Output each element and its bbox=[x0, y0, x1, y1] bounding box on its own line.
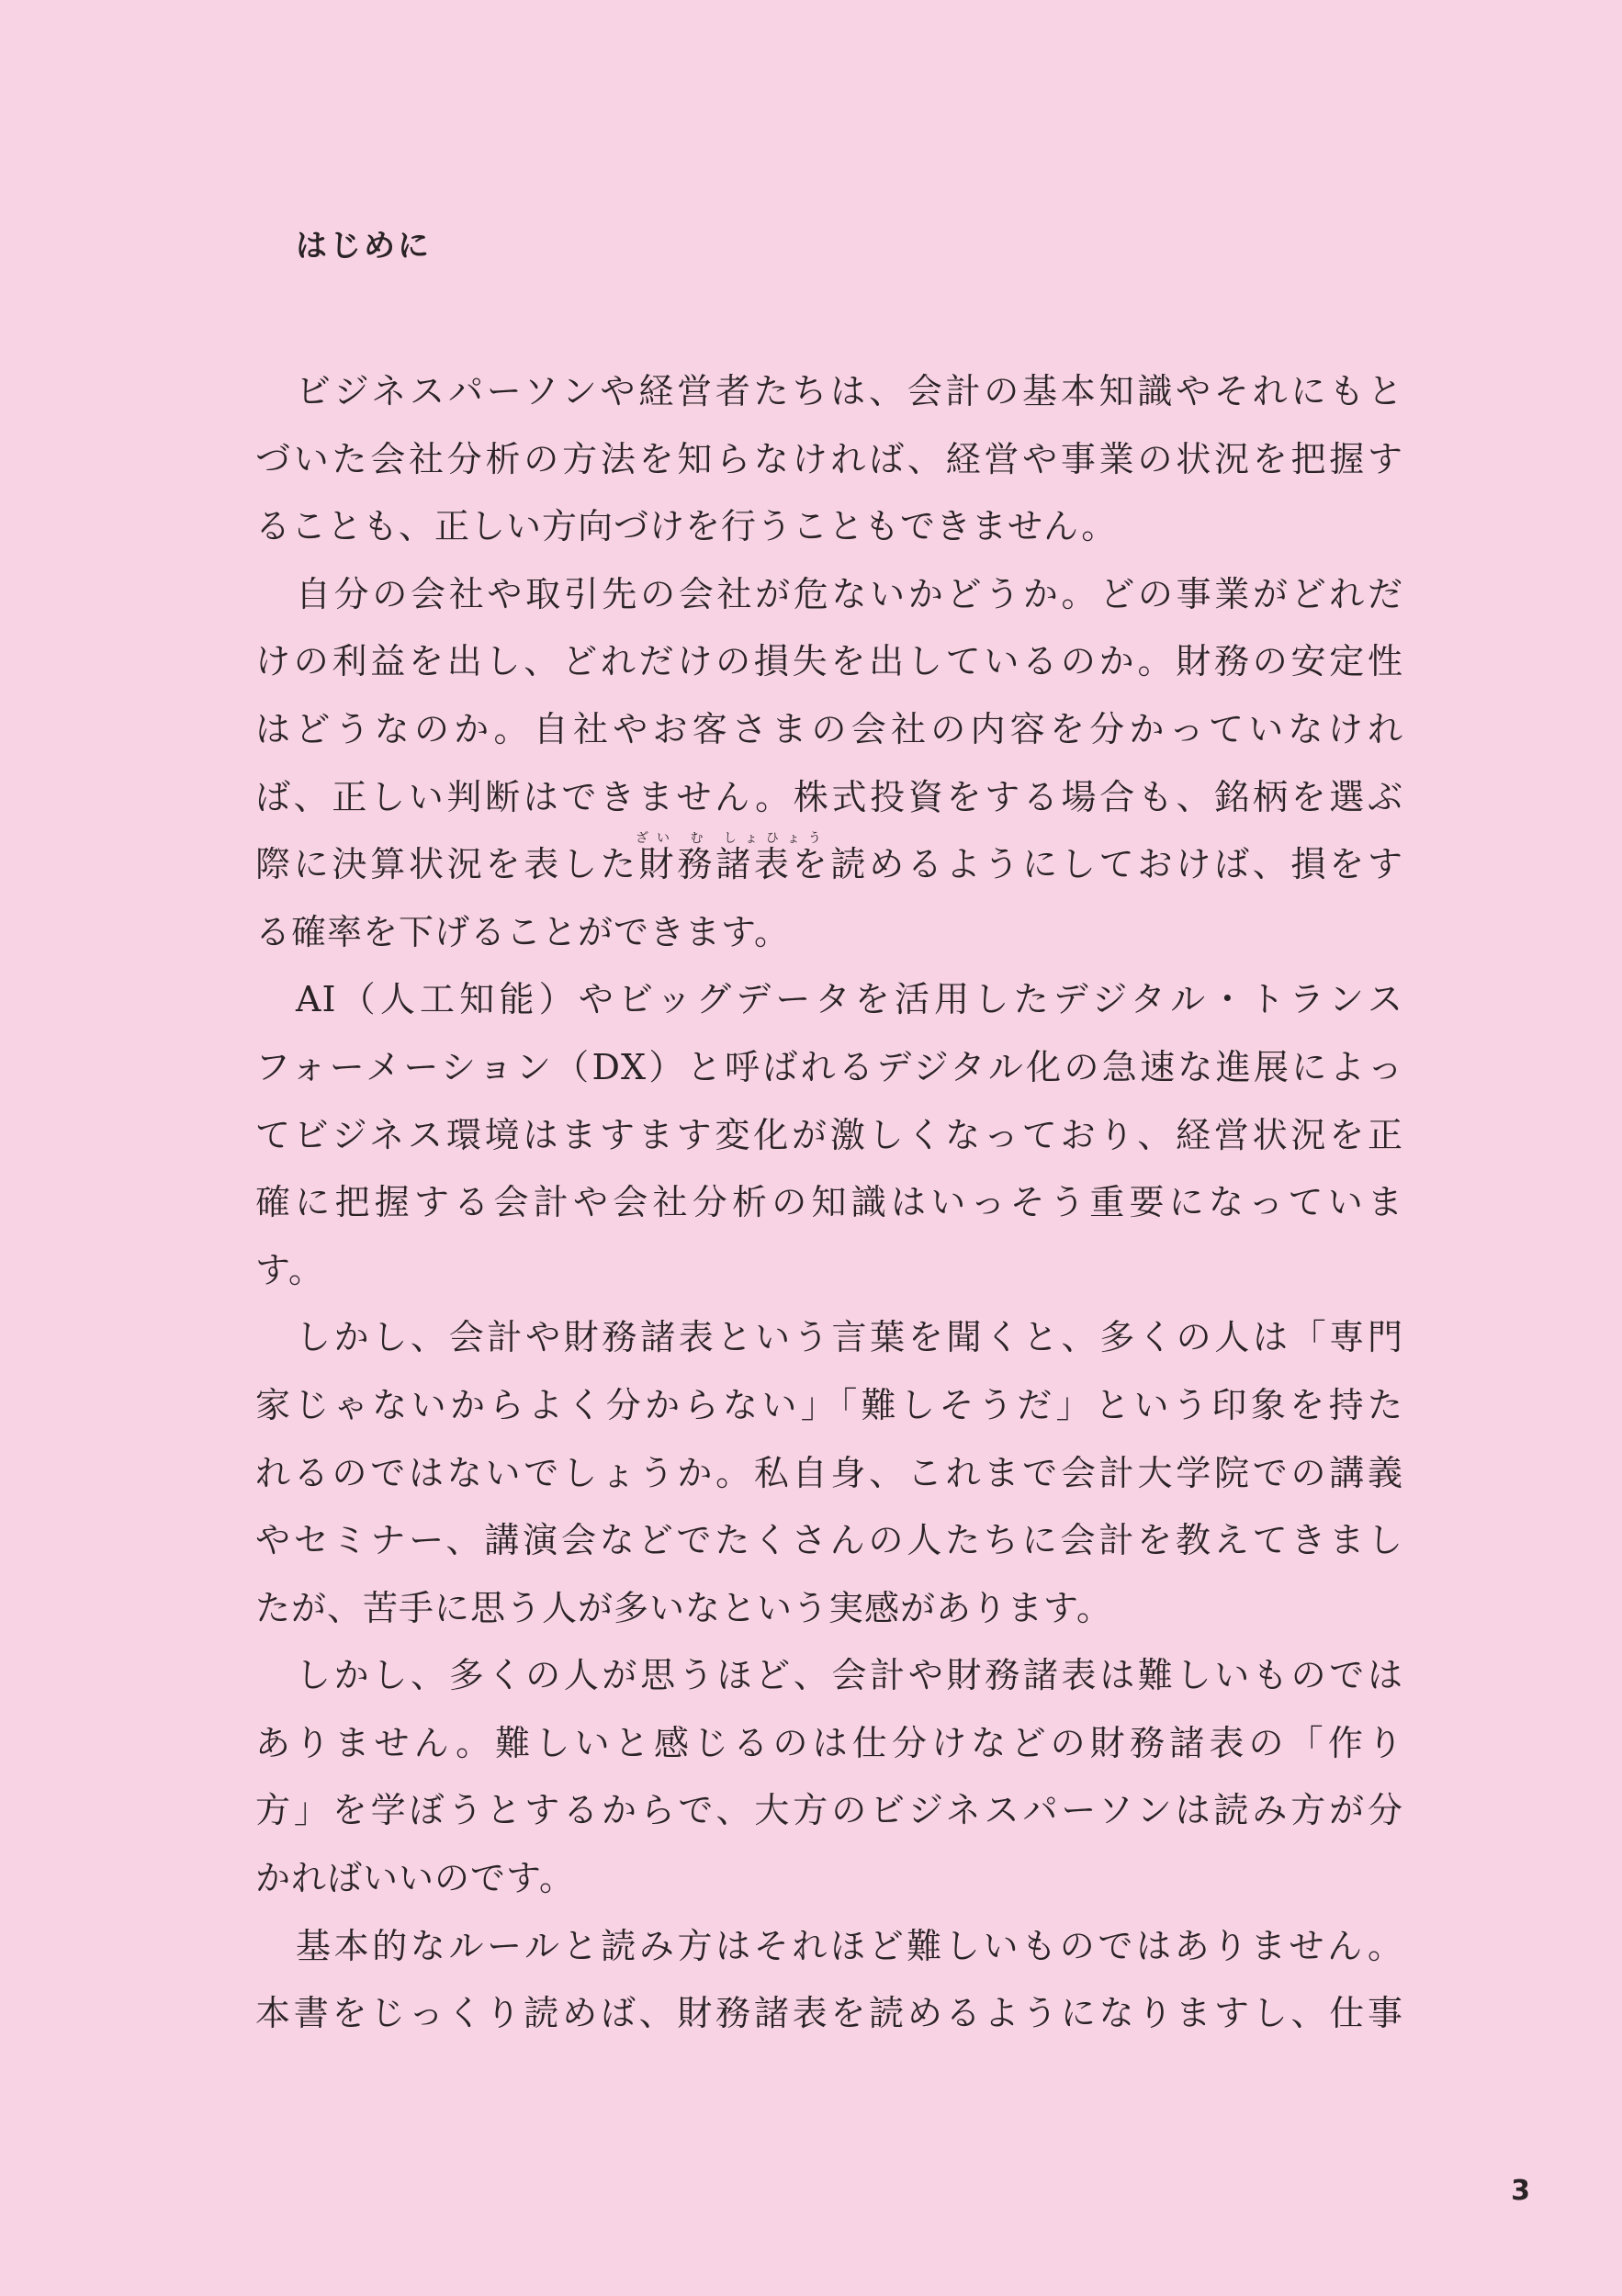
text-line: づいた会社分析の方法を知らなければ、経営や事業の状況を把握す bbox=[255, 438, 1403, 479]
text-line: 方」を学ぼうとするからで、大方のビジネスパーソンは読み方が分 bbox=[255, 1790, 1403, 1831]
text-line: はどうなのか。自社やお客さまの会社の内容を分かっていなけれ bbox=[255, 708, 1403, 749]
text-line: ば、正しい判断はできません。株式投資をする場合も、銘柄を選ぶ bbox=[255, 776, 1403, 817]
text-line: けの利益を出し、どれだけの損失を出しているのか。財務の安定性 bbox=[255, 641, 1403, 682]
body-text bbox=[255, 358, 1403, 2048]
text-line: ありません。難しいと感じるのは仕分けなどの財務諸表の「作り bbox=[255, 1722, 1403, 1763]
text-line: ビジネスパーソンや経営者たちは、会計の基本知識やそれにもと bbox=[296, 371, 1403, 411]
text-line: たが、苦手に思う人が多いなという実感があります。 bbox=[255, 1587, 1112, 1628]
text-line: AI（人工知能）やビッグデータを活用したデジタル・トランス bbox=[296, 979, 1403, 1020]
section-heading: はじめに bbox=[296, 228, 432, 264]
text-line: 家じゃないからよく分からない」「難しそうだ」という印象を持た bbox=[255, 1384, 1403, 1425]
text-line: 基本的なルールと読み方はそれほど難しいものではありません。 bbox=[296, 1925, 1403, 1966]
text-line: ることも、正しい方向づけを行うこともできません。 bbox=[255, 506, 1118, 547]
text-line: やセミナー、講演会などでたくさんの人たちに会計を教えてきまし bbox=[255, 1520, 1403, 1561]
text-line: てビジネス環境はますます変化が激しくなっており、経営状況を正 bbox=[255, 1114, 1403, 1155]
furigana-annotation: ざい む しょひょう bbox=[636, 831, 829, 846]
text-line: 本書をじっくり読めば、財務諸表を読めるようになりますし、仕事 bbox=[255, 1993, 1403, 2034]
text-line: 自分の会社や取引先の会社が危ないかどうか。どの事業がどれだ bbox=[296, 573, 1403, 614]
text-line: る確率を下げることができます。 bbox=[255, 911, 790, 952]
text-line: しかし、多くの人が思うほど、会計や財務諸表は難しいものでは bbox=[296, 1655, 1403, 1696]
text-line: かればいいのです。 bbox=[255, 1858, 575, 1899]
text-line: 際に決算状況を表した財務諸表を読めるようにしておけば、損をす bbox=[255, 844, 1403, 885]
text-line: 確に把握する会計や会社分析の知識はいっそう重要になっていま bbox=[255, 1182, 1403, 1223]
text-line: れるのではないでしょうか。私自身、これまで会計大学院での講義 bbox=[255, 1452, 1403, 1493]
text-line: フォーメーション（DX）と呼ばれるデジタル化の急速な進展によっ bbox=[255, 1046, 1403, 1087]
page-number: 3 bbox=[1511, 2175, 1530, 2207]
text-line: す。 bbox=[255, 1249, 324, 1290]
text-line: しかし、会計や財務諸表という言葉を聞くと、多くの人は「専門 bbox=[296, 1317, 1403, 1358]
